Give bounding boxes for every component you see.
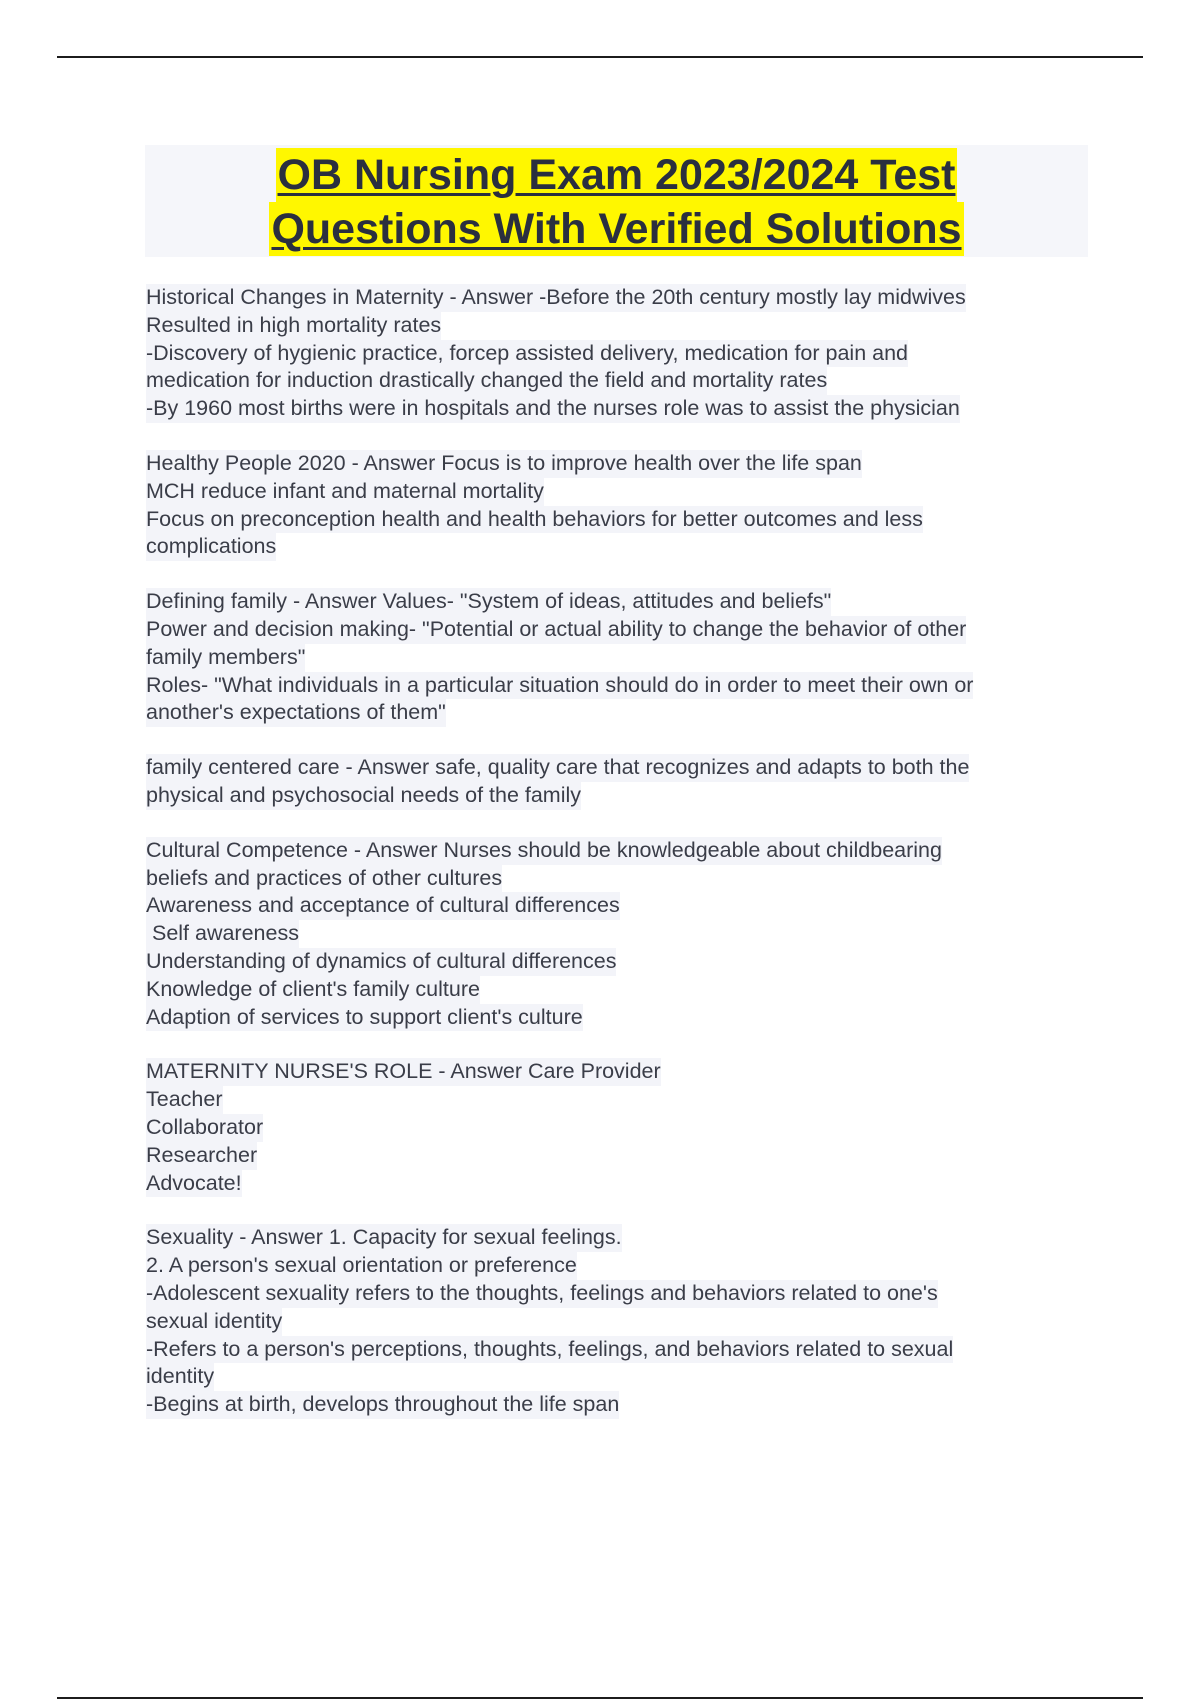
qa-line: Historical Changes in Maternity - Answer -Before the 20th century mostly lay midwives: [146, 284, 966, 312]
qa-line: beliefs and practices of other cultures: [146, 865, 502, 893]
qa-line: Resulted in high mortality rates: [146, 312, 441, 340]
title-line-1: OB Nursing Exam 2023/2024 Test: [276, 148, 958, 202]
qa-line: Collaborator: [146, 1114, 263, 1142]
qa-line: MATERNITY NURSE'S ROLE - Answer Care Provider: [146, 1058, 661, 1086]
qa-line: Defining family - Answer Values- "System of ideas, attitudes and beliefs": [146, 588, 831, 616]
qa-entry-family-centered-care: [146, 754, 1106, 810]
qa-entry-historical-changes: [146, 284, 1106, 423]
qa-line: Understanding of dynamics of cultural differences: [146, 948, 616, 976]
qa-line: Advocate!: [146, 1170, 242, 1198]
qa-line: Awareness and acceptance of cultural differences: [146, 892, 620, 920]
document-title: [145, 145, 1088, 257]
qa-entry-healthy-people: [146, 450, 1106, 561]
qa-line: complications: [146, 533, 276, 561]
title-line-2: Questions With Verified Solutions: [269, 202, 963, 256]
top-rule: [57, 56, 1143, 58]
qa-line: Cultural Competence - Answer Nurses should be knowledgeable about childbearing: [146, 837, 942, 865]
qa-line: family centered care - Answer safe, quality care that recognizes and adapts to both the: [146, 754, 969, 782]
document-body: [146, 284, 1106, 1446]
qa-line: -Begins at birth, develops throughout the life span: [146, 1391, 619, 1419]
qa-line: -Refers to a person's perceptions, thoughts, feelings, and behaviors related to sexual: [146, 1336, 953, 1364]
qa-line: medication for induction drastically changed the field and mortality rates: [146, 367, 827, 395]
qa-line: Roles- "What individuals in a particular situation should do in order to meet their own or: [146, 672, 973, 700]
qa-line: another's expectations of them": [146, 699, 446, 727]
qa-line: Adaption of services to support client's culture: [146, 1004, 583, 1032]
qa-line: Self awareness: [146, 920, 299, 948]
qa-line: physical and psychosocial needs of the family: [146, 782, 581, 810]
qa-line: 2. A person's sexual orientation or preference: [146, 1252, 577, 1280]
qa-line: -Adolescent sexuality refers to the thoughts, feelings and behaviors related to one's: [146, 1280, 938, 1308]
qa-line: Teacher: [146, 1086, 223, 1114]
qa-line: -By 1960 most births were in hospitals and the nurses role was to assist the physician: [146, 395, 960, 423]
qa-entry-maternity-nurse-role: [146, 1058, 1106, 1197]
bottom-rule: [57, 1697, 1143, 1699]
qa-line: family members": [146, 644, 305, 672]
qa-line: Researcher: [146, 1142, 257, 1170]
qa-line: Healthy People 2020 - Answer Focus is to improve health over the life span: [146, 450, 862, 478]
qa-line: -Discovery of hygienic practice, forcep assisted delivery, medication for pain and: [146, 340, 908, 368]
qa-line: Knowledge of client's family culture: [146, 976, 480, 1004]
qa-line: sexual identity: [146, 1308, 282, 1336]
qa-entry-cultural-competence: [146, 837, 1106, 1032]
qa-entry-defining-family: [146, 588, 1106, 727]
qa-line: MCH reduce infant and maternal mortality: [146, 478, 544, 506]
qa-line: Focus on preconception health and health behaviors for better outcomes and less: [146, 506, 923, 534]
qa-line: Power and decision making- "Potential or actual ability to change the behavior of other: [146, 616, 966, 644]
qa-line: identity: [146, 1363, 214, 1391]
qa-entry-sexuality: [146, 1224, 1106, 1419]
qa-line: Sexuality - Answer 1. Capacity for sexual feelings.: [146, 1224, 622, 1252]
